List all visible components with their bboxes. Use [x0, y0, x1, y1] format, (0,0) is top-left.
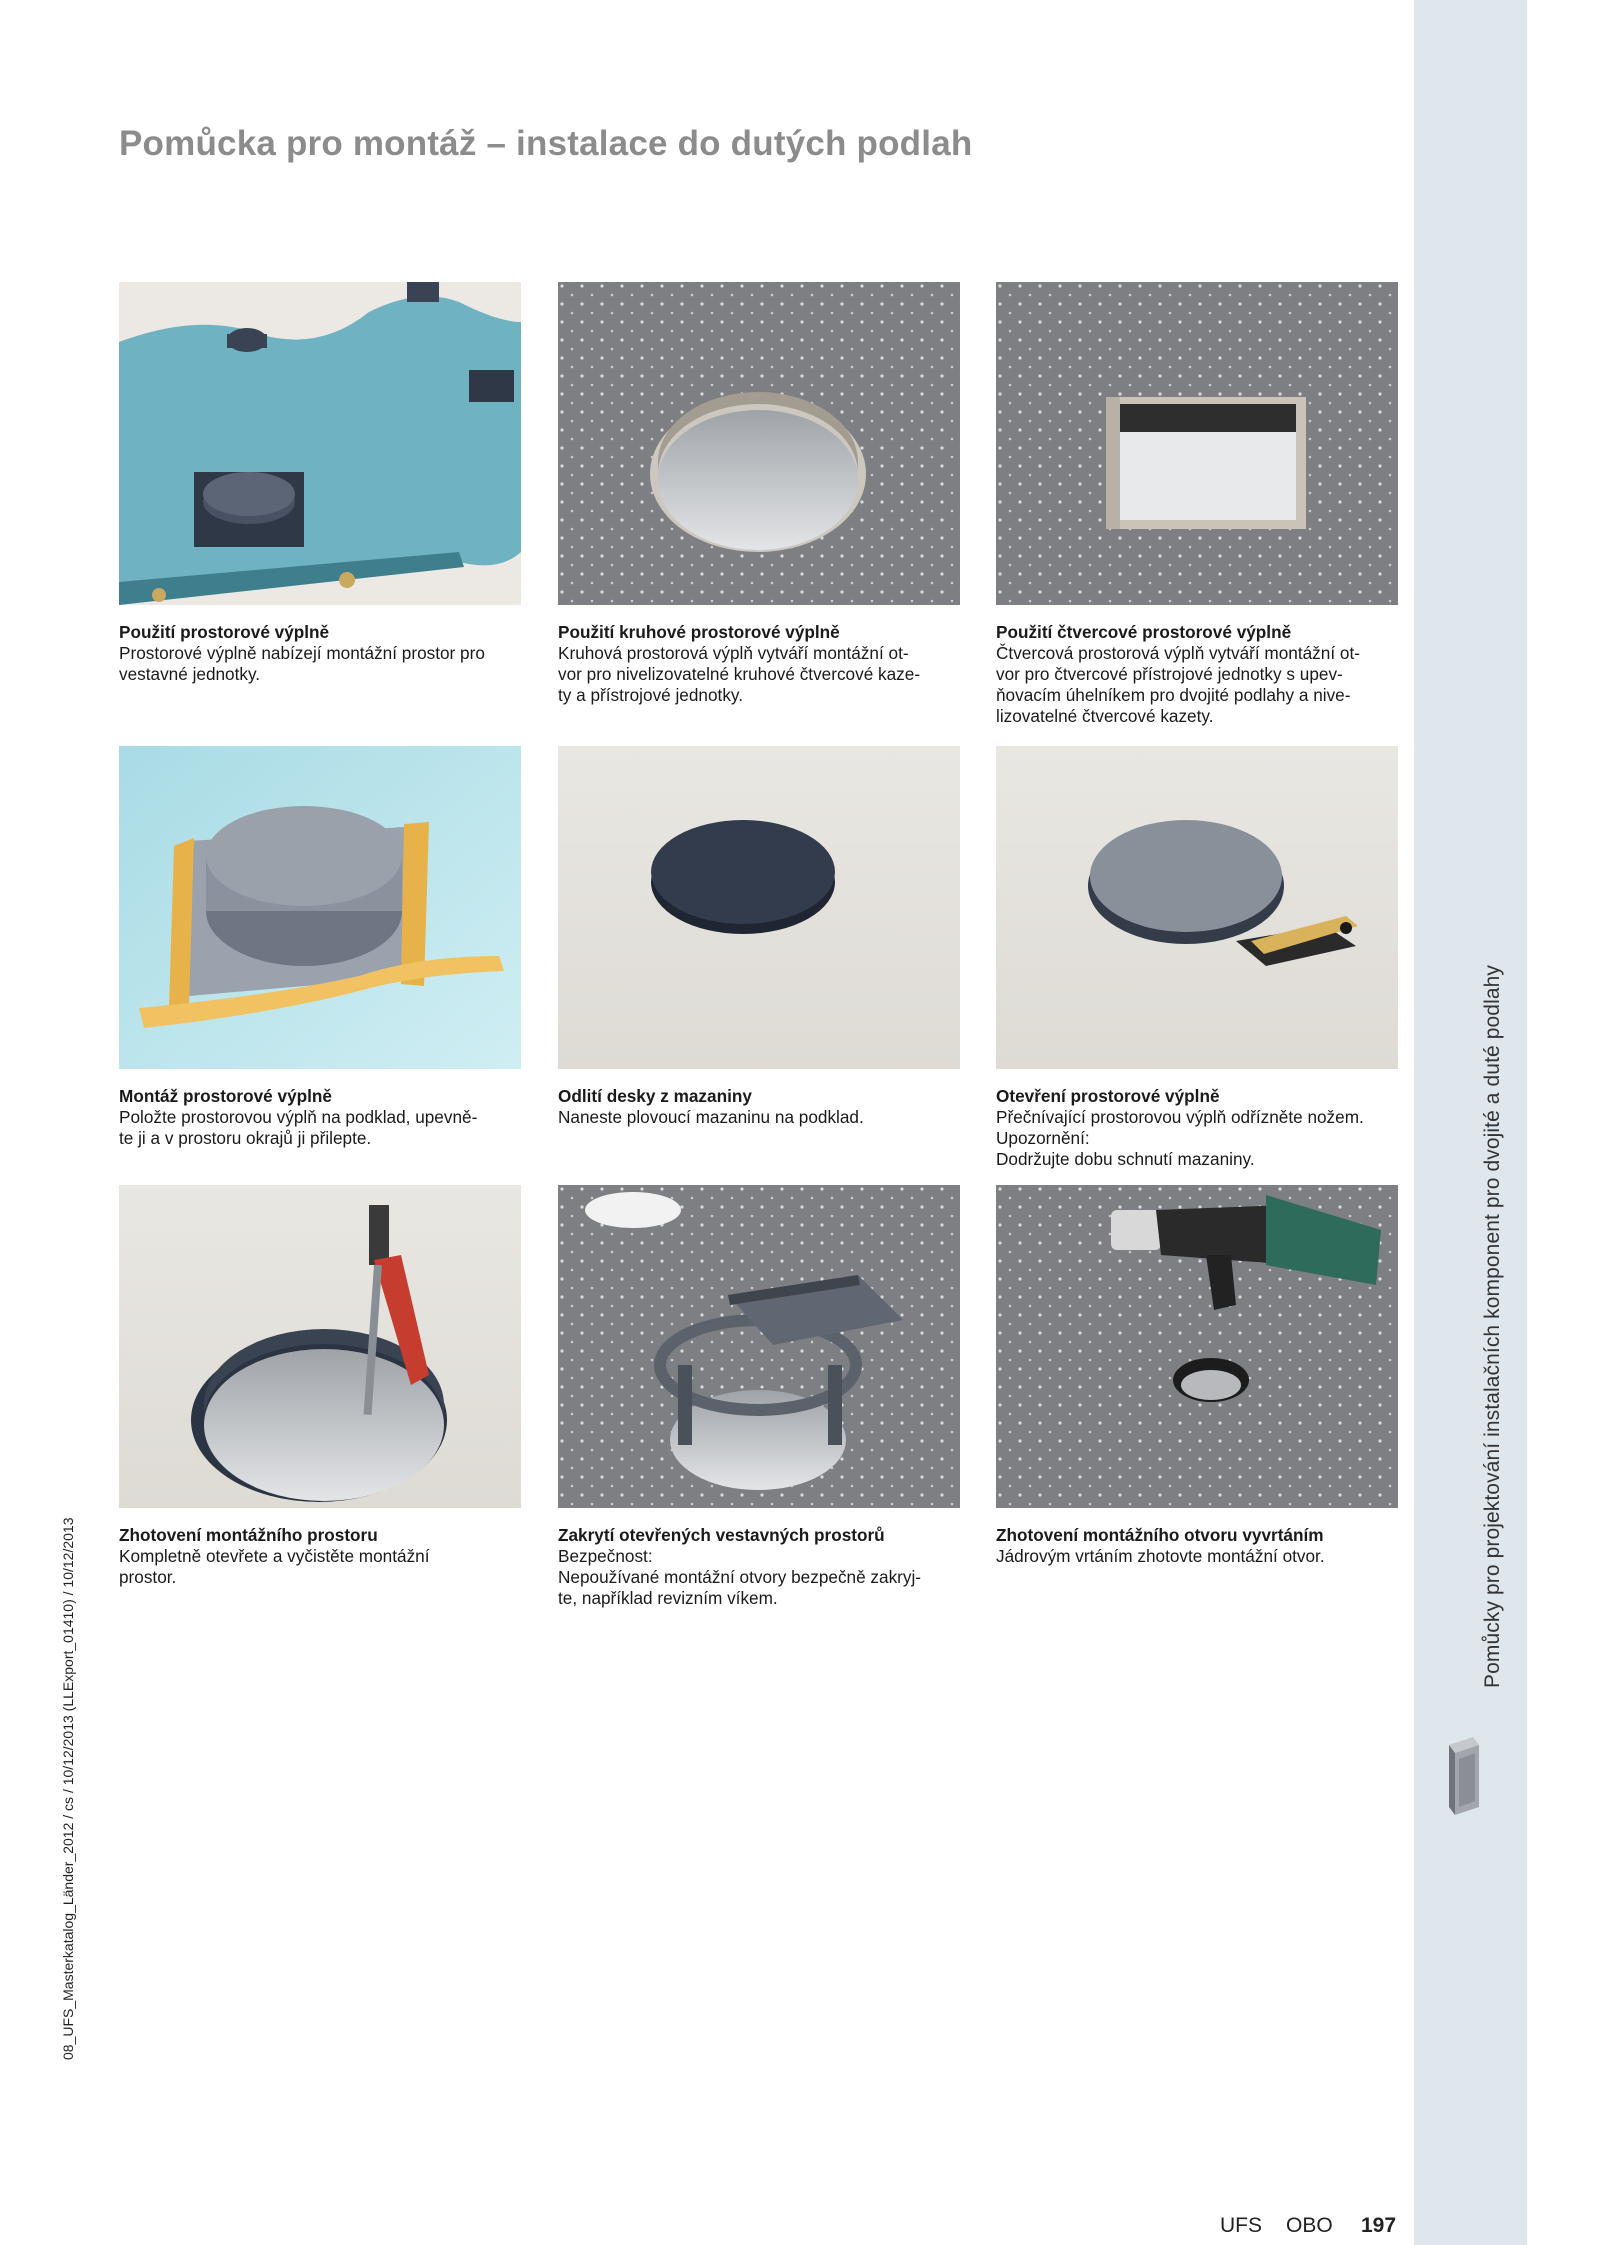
step-text: Prostorové výplně nabízejí montážní prostor pro	[119, 643, 485, 663]
footer-section: UFS	[1220, 2214, 1262, 2237]
step-text: vestavné jednotky.	[119, 664, 261, 684]
step-title: Zhotovení montážního prostoru	[119, 1525, 378, 1545]
photo-pour-screed	[558, 746, 960, 1069]
step-title: Zhotovení montážního otvoru vyvrtáním	[996, 1525, 1324, 1545]
photo-create-space	[119, 1185, 521, 1508]
step-text: te ji a v prostoru okrajů ji přilepte.	[119, 1128, 372, 1148]
step-text: Naneste plovoucí mazaninu na podklad.	[558, 1107, 864, 1127]
step-title: Zakrytí otevřených vestavných prostorů	[558, 1525, 885, 1545]
step-card-3	[996, 282, 1398, 727]
photo-mount-filler	[119, 746, 521, 1069]
step-text: Dodržujte dobu schnutí mazaniny.	[996, 1149, 1255, 1169]
step-title: Použití čtvercové prostorové výplně	[996, 622, 1292, 642]
step-title: Použití prostorové výplně	[119, 622, 330, 642]
chapter-sidebar	[1414, 0, 1527, 2245]
step-card-7	[119, 1185, 521, 1588]
step-text: Upozornění:	[996, 1128, 1090, 1148]
step-text: Kompletně otevřete a vyčistěte montážní	[119, 1546, 430, 1566]
page-title: Pomůcka pro montáž – instalace do dutých podlah	[119, 124, 973, 163]
step-text: Položte prostorovou výplň na podklad, upevně-	[119, 1107, 478, 1127]
step-card-2	[558, 282, 960, 706]
step-text: vor pro nivelizovatelné kruhové čtvercové kaze-	[558, 664, 921, 684]
page-number: 197	[1361, 2214, 1397, 2237]
photo-space-filler-use	[119, 282, 521, 605]
step-title: Použití kruhové prostorové výplně	[558, 622, 840, 642]
step-card-5	[558, 746, 960, 1128]
step-card-8	[558, 1185, 960, 1609]
footer-brand: OBO	[1286, 2214, 1333, 2237]
step-text: Kruhová prostorová výplň vytváří montážní ot-	[558, 643, 909, 663]
photo-core-drilling	[996, 1185, 1398, 1508]
photo-square-filler	[996, 282, 1398, 605]
step-text: Nepoužívané montážní otvory bezpečně zakryj-	[558, 1567, 922, 1587]
step-card-9	[996, 1185, 1398, 1567]
step-title: Montáž prostorové výplně	[119, 1086, 332, 1106]
photo-cover-openings	[558, 1185, 960, 1508]
step-text: lizovatelné čtvercové kazety.	[996, 706, 1214, 726]
step-card-4	[119, 746, 521, 1149]
step-text: Přečnívající prostorovou výplň odřízněte nožem.	[996, 1107, 1364, 1127]
step-text: Čtvercová prostorová výplň vytváří montážní ot-	[996, 643, 1360, 663]
step-text: ty a přístrojové jednotky.	[558, 685, 744, 705]
step-text: Jádrovým vrtáním zhotovte montážní otvor.	[996, 1546, 1325, 1566]
photo-open-filler	[996, 746, 1398, 1069]
step-title: Odlití desky z mazaniny	[558, 1086, 752, 1106]
step-text: Bezpečnost:	[558, 1546, 653, 1566]
floor-box-product-icon	[1443, 1735, 1483, 1825]
print-metadata: 08_UFS_Masterkatalog_Länder_2012 / cs / 10/12/2013 (LLExport_01410) / 10/12/2013	[60, 1517, 76, 2060]
step-card-6	[996, 746, 1398, 1170]
photo-round-filler	[558, 282, 960, 605]
step-text: ňovacím úhelníkem pro dvojité podlahy a nive-	[996, 685, 1351, 705]
chapter-label: Pomůcky pro projektování instalačních komponent pro dvojité a duté podlahy	[1481, 965, 1504, 1688]
step-text: vor pro čtvercové přístrojové jednotky s upev-	[996, 664, 1343, 684]
step-text: te, například revizním víkem.	[558, 1588, 778, 1608]
step-text: prostor.	[119, 1567, 177, 1587]
step-title: Otevření prostorové výplně	[996, 1086, 1220, 1106]
step-card-1	[119, 282, 521, 685]
